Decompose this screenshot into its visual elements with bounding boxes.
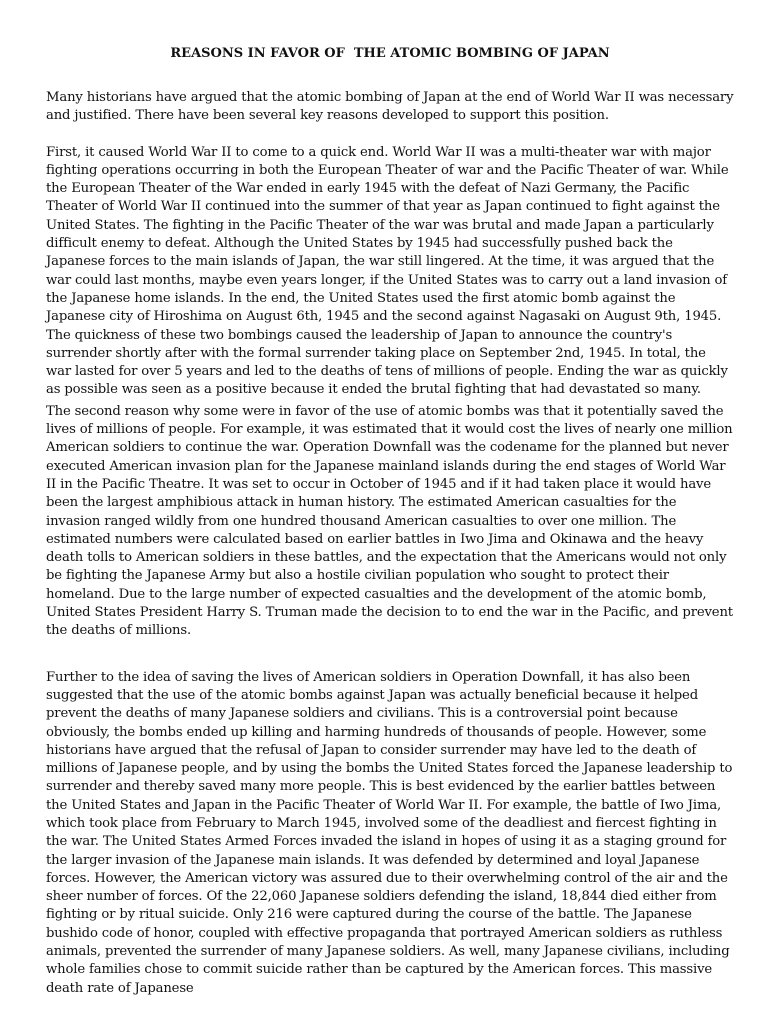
paragraph-intro: Many historians have argued that the atomic bombing of Japan at the end of World War II was necessary and justified. There have been several key reasons developed to support this position. bbox=[46, 90, 734, 124]
paragraph-third-reason: Further to the idea of saving the lives of American soldiers in Operation Downfall, it has also been suggested that the use of the atomic bombs against Japan was actually beneficial because it helped prevent the deaths of many Japanese soldiers and civilians. This is a controversial point because obviously, the bombs ended up killing and harming hundreds of thousands of people. However, some historians have argued that the refusal of Japan to consider surrender may have led to the death of millions of Japanese people, and by using the bombs the United States forced the Japanese leadership to surrender and thereby saved many more people. This is best evidenced by the earlier battles between the United States and Japan in the Pacific Theater of World War II. For example, the battle of Iwo Jima, which took place from February to March 1945, involved some of the deadliest and fiercest fighting in the war. The United States Armed Forces invaded the island in hopes of using it as a staging ground for the larger invasion of the Japanese main islands. It was defended by determined and loyal Japanese forces. However, the American victory was assured due to their overwhelming control of the air and the sheer number of forces. Of the 22,060 Japanese soldiers defending the island, 18,844 died either from fighting or by ritual suicide. Only 216 were captured during the course of the battle. The Japanese bushido code of honor, coupled with effective propaganda that portrayed American soldiers as ruthless animals, prevented the surrender of many Japanese soldiers. As well, many Japanese civilians, including whole families chose to commit suicide rather than be captured by the American forces. This massive death rate of Japanese bbox=[46, 669, 733, 996]
document-title: REASONS IN FAVOR OF THE ATOMIC BOMBING OF JAPAN bbox=[170, 46, 610, 61]
paragraph-first-reason: First, it caused World War II to come to a quick end. World War II was a multi-theater war with major fighting operations occurring in both the European Theater of war and the Pacific Theater of war. While the European Theater of the War ended in early 1945 with the defeat of Nazi Germany, the Pacific Theater of World War II continued into the summer of that year as Japan continued to fight against the United States. The fighting in the Pacific Theater of the war was brutal and made Japan a particularly difficult enemy to defeat. Although the United States by 1945 had successfully pushed back the Japanese forces to the main islands of Japan, the war still lingered. At the time, it was argued that the war could last months, maybe even years longer, if the United States was to carry out a land invasion of the Japanese home islands. In the end, the United States used the first atomic bomb against the Japanese city of Hiroshima on August 6th, 1945 and the second against Nagasaki on August 9th, 1945. The quickness of these two bombings caused the leadership of Japan to announce the country's surrender shortly after with the formal surrender taking place on September 2nd, 1945. In total, the war lasted for over 5 years and led to the deaths of tens of millions of people. Ending the war as quickly as possible was seen as a positive because it ended the brutal fighting that had devastated so many. bbox=[46, 144, 729, 398]
paragraph-second-reason: The second reason why some were in favor of the use of atomic bombs was that it potentially saved the lives of millions of people. For example, it was estimated that it would cost the lives of nearly one million American soldiers to continue the war. Operation Downfall was the codename for the planned but never executed American invasion plan for the Japanese mainland islands during the end stages of World War II in the Pacific Theatre. It was set to occur in October of 1945 and if it had taken place it would have been the largest amphibious attack in human history. The estimated American casualties for the invasion ranged wildly from one hundred thousand American casualties to over one million. The estimated numbers were calculated based on earlier battles in Iwo Jima and Okinawa and the heavy death tolls to American soldiers in these battles, and the expectation that the Americans would not only be fighting the Japanese Army but also a hostile civilian population who sought to protect their homeland. Due to the large number of expected casualties and the development of the atomic bomb, United States President Harry S. Truman made the decision to to end the war in the Pacific, and prevent the deaths of millions. bbox=[46, 403, 733, 639]
